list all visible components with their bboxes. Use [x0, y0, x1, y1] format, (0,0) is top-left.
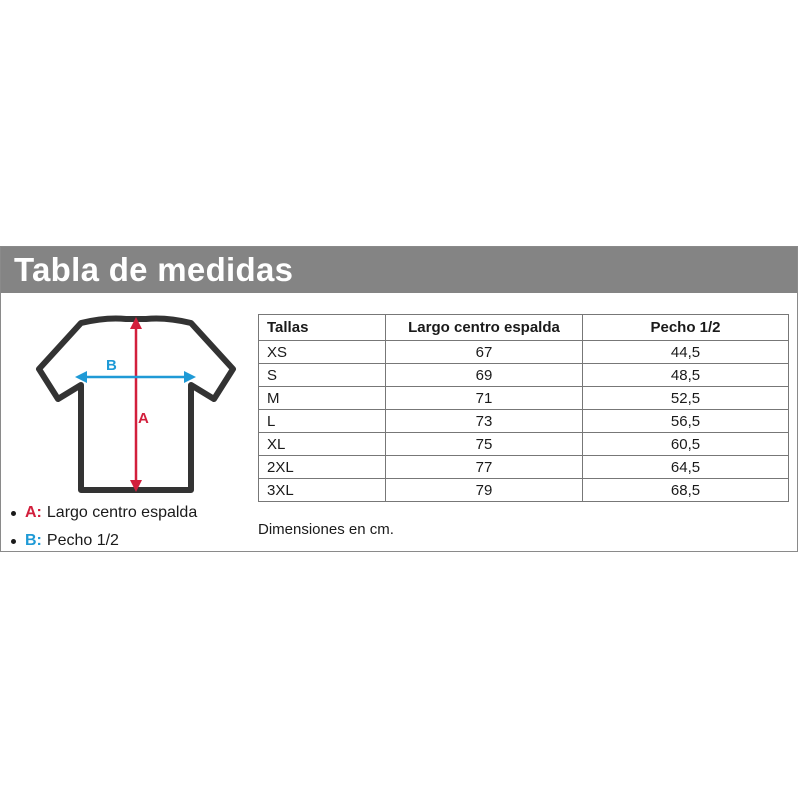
- table-row: [259, 456, 789, 479]
- legend-item-b: [11, 527, 197, 555]
- table-row: [259, 364, 789, 387]
- table-row: [259, 479, 789, 502]
- label-a: A: [138, 410, 149, 427]
- table-row: [259, 410, 789, 433]
- length-cell: 73: [386, 410, 583, 433]
- header-bar: [1, 247, 797, 293]
- chest-cell: 56,5: [583, 410, 789, 433]
- size-cell: 2XL: [259, 456, 386, 479]
- chest-cell: 60,5: [583, 433, 789, 456]
- legend-item-a: [11, 499, 197, 527]
- table-row: [259, 433, 789, 456]
- legend-key: A:: [25, 504, 42, 521]
- legend-text: Pecho 1/2: [46, 532, 119, 549]
- chest-cell: 48,5: [583, 364, 789, 387]
- legend: [11, 499, 197, 555]
- size-cell: M: [259, 387, 386, 410]
- column-header: Tallas: [259, 315, 386, 341]
- size-cell: L: [259, 410, 386, 433]
- size-cell: S: [259, 364, 386, 387]
- column-header: Pecho 1/2: [583, 315, 789, 341]
- tshirt-diagram: [31, 313, 241, 495]
- size-table: [258, 314, 789, 502]
- chest-cell: 68,5: [583, 479, 789, 502]
- page-title: Tabla de medidas: [14, 251, 294, 288]
- size-cell: 3XL: [259, 479, 386, 502]
- chest-cell: 52,5: [583, 387, 789, 410]
- table-header-row: [259, 315, 789, 341]
- length-cell: 75: [386, 433, 583, 456]
- chest-cell: 64,5: [583, 456, 789, 479]
- length-cell: 69: [386, 364, 583, 387]
- length-cell: 71: [386, 387, 583, 410]
- units-note: Dimensiones en cm.: [258, 521, 394, 538]
- column-header: Largo centro espalda: [386, 315, 583, 341]
- table-row: [259, 387, 789, 410]
- size-cell: XS: [259, 341, 386, 364]
- length-cell: 79: [386, 479, 583, 502]
- legend-key: B:: [25, 532, 42, 549]
- bullet-icon: [11, 511, 16, 516]
- bullet-icon: [11, 539, 16, 544]
- size-chart-card: [0, 246, 798, 552]
- table-row: [259, 341, 789, 364]
- legend-text: Largo centro espalda: [46, 504, 198, 521]
- label-b: B: [106, 357, 117, 374]
- chest-cell: 44,5: [583, 341, 789, 364]
- length-cell: 77: [386, 456, 583, 479]
- size-cell: XL: [259, 433, 386, 456]
- length-cell: 67: [386, 341, 583, 364]
